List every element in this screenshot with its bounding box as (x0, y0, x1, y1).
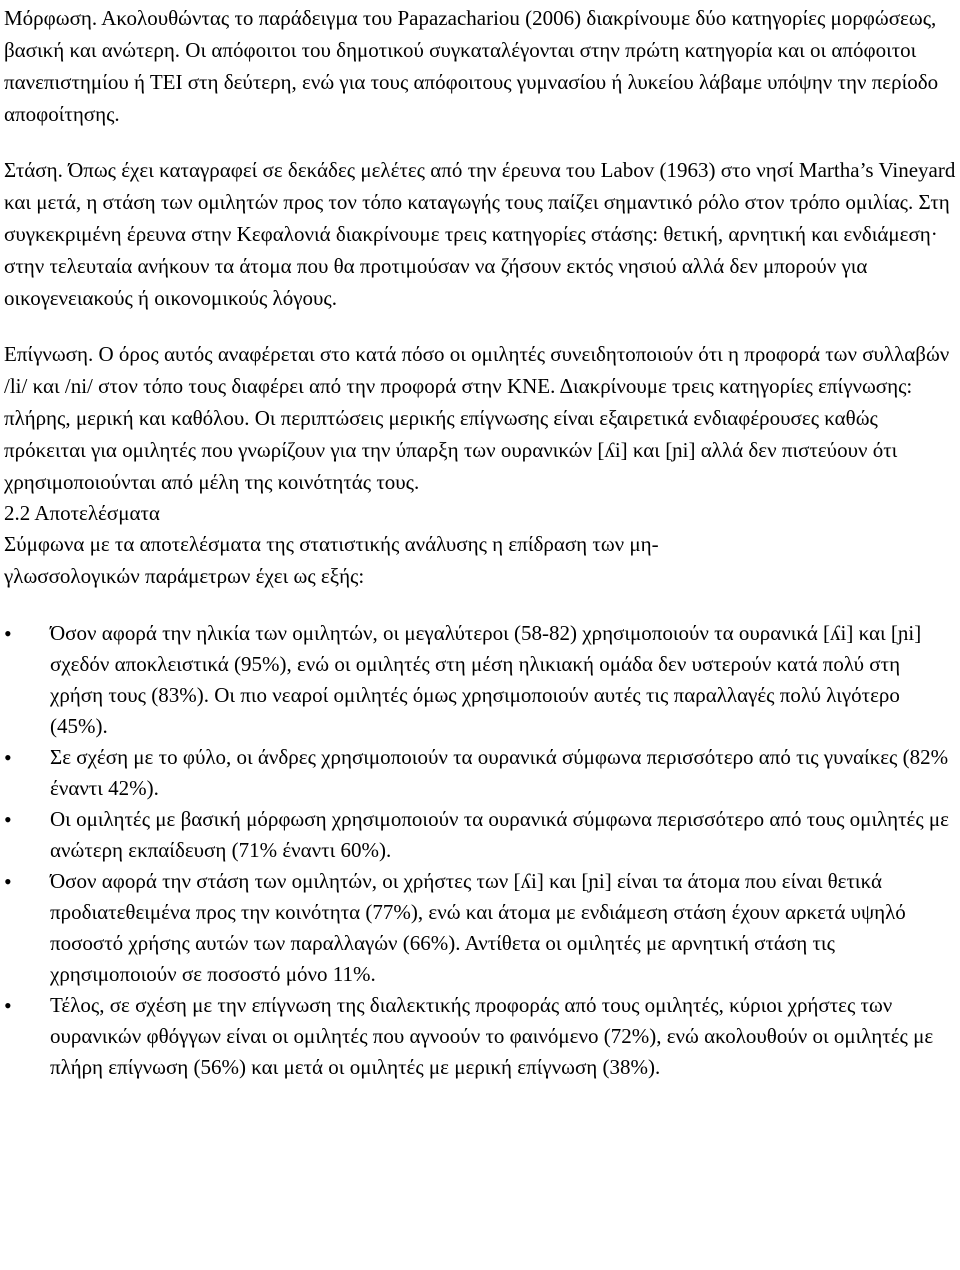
paragraph-stasi: Στάση. Όπως έχει καταγραφεί σε δεκάδες μελέτες από την έρευνα του Labov (1963) στο νησί Martha’s Vineyard και μετά, η στάση των ομιλητών προς τον τόπο καταγωγής τους παίζει σημαντικό ρόλο στον τρόπο ομιλίας. Στη συγκεκριμένη έρευνα στην Κεφαλονιά διακρίνουμε τρεις κατηγορίες στάσης: θετική, αρνητική και ενδιάμεση· στην τελευταία ανήκουν τα άτομα που θα προτιμούσαν να ζήσουν εκτός νησιού αλλά δεν μπορούν για οικογενειακούς ή οικονομικούς λόγους. (4, 158, 956, 310)
intro-paragraph (4, 528, 956, 592)
intro-line-2: γλωσσολογικών παράμετρων έχει ως εξής: (4, 564, 365, 588)
section-heading: 2.2 Αποτελέσματα (4, 501, 160, 525)
list-item-text: Οι ομιλητές με βασική μόρφωση χρησιμοποιούν τα ουρανικά σύμφωνα περισσότερο από τους ομιλητές με ανώτερη εκπαίδευση (71% έναντι 60%). (50, 807, 949, 862)
list-item (4, 618, 956, 742)
bullet-icon: • (4, 869, 12, 894)
list-item-text: Τέλος, σε σχέση με την επίγνωση της διαλεκτικής προφοράς από τους ομιλητές, κύριοι χρήστες των ουρανικών φθόγγων είναι οι ομιλητές που αγνοούν το φαινόμενο (72%), ενώ ακολουθούν οι ομιλητές με πλήρη επίγνωση (56%) και μετά οι ομιλητές με μερική επίγνωση (38%). (50, 993, 934, 1079)
list-item-text: Σε σχέση με το φύλο, οι άνδρες χρησιμοποιούν τα ουρανικά σύμφωνα περισσότερο από τις γυναίκες (82% έναντι 42%). (50, 745, 949, 800)
list-item (4, 742, 956, 804)
results-list (4, 618, 956, 1083)
list-item (4, 990, 956, 1083)
bullet-icon: • (4, 807, 12, 832)
paragraph-epignosi: Επίγνωση. Ο όρος αυτός αναφέρεται στο κατά πόσο οι ομιλητές συνειδητοποιούν ότι η προφορά των συλλαβών /li/ και /ni/ στον τόπο τους διαφέρει από την προφορά στην ΚΝΕ. Διακρίνουμε τρεις κατηγορίες επίγνωσης: πλήρης, μερική και καθόλου. Οι περιπτώσεις μερικής επίγνωσης είναι εξαιρετικά ενδιαφέρουσες καθώς πρόκειται για ομιλητές που γνωρίζουν για την ύπαρξη των ουρανικών [ʎi] και [ɲi] αλλά δεν πιστεύουν ότι χρησιμοποιούνται από μέλη της κοινότητάς τους. (4, 342, 950, 494)
intro-line-1: Σύμφωνα με τα αποτελέσματα της στατιστικής ανάλυσης η επίδραση των μη- (4, 532, 659, 556)
bullet-icon: • (4, 621, 12, 646)
bullet-icon: • (4, 745, 12, 770)
bullet-icon: • (4, 993, 12, 1018)
list-item-text: Όσον αφορά την στάση των ομιλητών, οι χρήστες των [ʎi] και [ɲi] είναι τα άτομα που είναι θετικά προδιατεθειμένα προς την κοινότητα (77%), ενώ και άτομα με ενδιάμεση στάση έχουν αρκετά υψηλό ποσοστό χρήσης αυτών των παραλλαγών (66%). Αντίθετα οι ομιλητές με αρνητική στάση τις χρησιμοποιούν σε ποσοστό μόνο 11%. (50, 869, 906, 986)
list-item (4, 804, 956, 866)
paragraph-morfosi: Μόρφωση. Ακολουθώντας το παράδειγμα του Papazachariou (2006) διακρίνουμε δύο κατηγορίες μορφώσεως, βασική και ανώτερη. Οι απόφοιτοι του δημοτικού συγκαταλέγονται στην πρώτη κατηγορία και οι απόφοιτοι πανεπιστημίου ή ΤΕΙ στη δεύτερη, ενώ για τους απόφοιτους γυμνασίου ή λυκείου λάβαμε υπόψην την περίοδο αποφοίτησης. (4, 6, 939, 126)
list-item-text: Όσον αφορά την ηλικία των ομιλητών, οι μεγαλύτεροι (58-82) χρησιμοποιούν τα ουρανικά [ʎi] και [ɲi] σχεδόν αποκλειστικά (95%), ενώ οι ομιλητές στη μέση ηλικιακή ομάδα δεν υστερούν κατά πολύ στη χρήση τους (83%). Οι πιο νεαροί ομιλητές όμως χρησιμοποιούν αυτές τις παραλλαγές πολύ λιγότερο (45%). (50, 621, 922, 738)
list-item (4, 866, 956, 990)
